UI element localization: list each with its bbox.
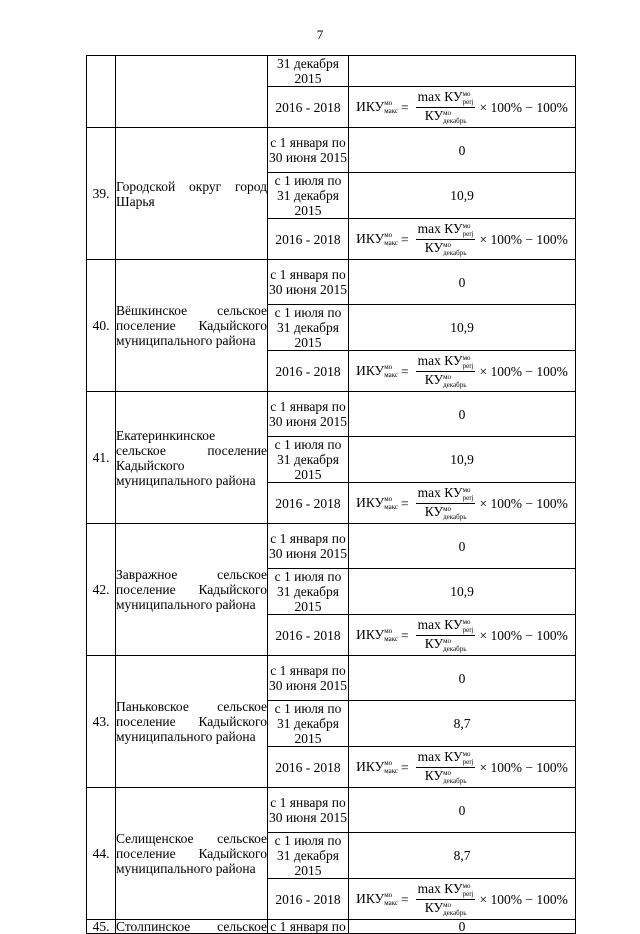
formula-lhs: ИКУ	[356, 230, 385, 246]
municipality-name-cell	[116, 56, 268, 128]
formula-num-sub: реrj	[462, 493, 474, 502]
row-number-cell: 44.	[87, 788, 116, 920]
municipality-name: Екатеринкинское сельское поселение Кадыйского муниципального района	[116, 427, 267, 488]
value-cell: 8,7	[349, 833, 576, 879]
formula-equals: =	[401, 627, 409, 643]
formula-lhs: ИКУ	[356, 494, 385, 510]
formula-den-sup: мо	[443, 636, 451, 645]
formula-lhs-sub: макс	[384, 371, 399, 380]
formula-num: max КУ	[417, 220, 463, 236]
formula-tail: × 100% − 100%	[479, 495, 568, 511]
value-cell: 0	[349, 260, 576, 305]
formula-numerator	[416, 354, 476, 372]
index-formula	[349, 222, 575, 257]
formula-num-sub: реrj	[462, 229, 474, 238]
formula-den-sub: декабрь	[443, 380, 467, 389]
municipality-name-cell	[116, 260, 268, 392]
formula-den-sup: мо	[443, 504, 451, 513]
index-formula	[349, 354, 575, 389]
formula-cell	[349, 747, 576, 788]
formula-lhs	[356, 231, 398, 248]
period-cell: с 1 июля по 31 декабря 2015	[268, 701, 349, 747]
formula-num: max КУ	[417, 880, 463, 896]
formula-cell	[349, 879, 576, 920]
table-row	[87, 392, 576, 437]
table-row	[87, 524, 576, 569]
value-cell	[349, 56, 576, 87]
formula-lhs: ИКУ	[356, 98, 385, 114]
formula-cell	[349, 615, 576, 656]
formula-den-sup: мо	[443, 108, 451, 117]
municipality-name-cell	[116, 524, 268, 656]
period-cell: с 1 января по 30 июня 2015	[268, 788, 349, 833]
formula-cell	[349, 351, 576, 392]
formula-den-sub: декабрь	[443, 512, 467, 521]
formula-numerator	[416, 90, 476, 108]
formula-numerator	[416, 882, 476, 900]
formula-den-sub: декабрь	[443, 248, 467, 257]
index-formula	[349, 750, 575, 785]
formula-den-sup: мо	[443, 372, 451, 381]
formula-num-sub: реrj	[462, 889, 474, 898]
row-number-cell: 40.	[87, 260, 116, 392]
row-number-cell: 42.	[87, 524, 116, 656]
formula-num-sup: мо	[462, 485, 471, 494]
formula-den: КУ	[424, 503, 444, 519]
formula-num-sub: реrj	[462, 97, 474, 106]
row-number-cell: 45.	[87, 920, 116, 934]
formula-denominator	[425, 240, 467, 257]
value-cell: 10,9	[349, 569, 576, 615]
period-cell: 2016 - 2018	[268, 87, 349, 128]
formula-lhs	[356, 627, 398, 644]
formula-lhs	[356, 99, 398, 116]
formula-num-sup: мо	[462, 221, 471, 230]
formula-num-sup: мо	[462, 353, 471, 362]
period-cell: с 1 июля по 31 декабря 2015	[268, 833, 349, 879]
formula-lhs-sup: мо	[384, 891, 393, 900]
tariff-table	[86, 55, 576, 934]
row-number-cell: 41.	[87, 392, 116, 524]
municipality-name: Вёшкинское сельское поселение Кадыйского муниципального района	[116, 303, 267, 348]
formula-tail: × 100% − 100%	[479, 759, 568, 775]
period-cell: 2016 - 2018	[268, 219, 349, 260]
formula-fraction	[416, 750, 476, 785]
period-cell: с 1 июля по 31 декабря 2015	[268, 305, 349, 351]
formula-denominator	[425, 768, 467, 785]
formula-fraction	[416, 618, 476, 653]
formula-denominator	[425, 504, 467, 521]
formula-den: КУ	[424, 767, 444, 783]
formula-equals: =	[401, 99, 409, 115]
formula-cell	[349, 219, 576, 260]
formula-lhs-sup: мо	[384, 363, 393, 372]
formula-tail: × 100% − 100%	[479, 891, 568, 907]
formula-tail: × 100% − 100%	[479, 99, 568, 115]
formula-equals: =	[401, 891, 409, 907]
value-cell: 10,9	[349, 173, 576, 219]
period-cell: 2016 - 2018	[268, 879, 349, 920]
formula-fraction	[416, 90, 476, 125]
municipality-name-cell	[116, 128, 268, 260]
value-cell: 10,9	[349, 305, 576, 351]
municipality-name: Столпинское сельское	[116, 919, 267, 934]
value-cell: 10,9	[349, 437, 576, 483]
period-cell: с 1 июля по 31 декабря 2015	[268, 173, 349, 219]
formula-den: КУ	[424, 635, 444, 651]
formula-lhs-sub: макс	[384, 635, 399, 644]
formula-lhs-sub: макс	[384, 503, 399, 512]
formula-num: max КУ	[417, 88, 463, 104]
formula-den-sub: декабрь	[443, 644, 467, 653]
formula-equals: =	[401, 231, 409, 247]
formula-fraction	[416, 354, 476, 389]
formula-denominator	[425, 108, 467, 125]
table-row	[87, 920, 576, 934]
table-row	[87, 788, 576, 833]
formula-fraction	[416, 222, 476, 257]
formula-den: КУ	[424, 107, 444, 123]
formula-den-sub: декабрь	[443, 116, 467, 125]
formula-lhs-sub: макс	[384, 107, 399, 116]
formula-num: max КУ	[417, 616, 463, 632]
formula-numerator	[416, 486, 476, 504]
period-cell: с 1 января по 30 июня 2015	[268, 260, 349, 305]
formula-lhs	[356, 495, 398, 512]
value-cell: 0	[349, 656, 576, 701]
municipality-name: Завражное сельское поселение Кадыйского муниципального района	[116, 567, 267, 612]
formula-num: max КУ	[417, 748, 463, 764]
period-cell: с 1 июля по 31 декабря 2015	[268, 569, 349, 615]
formula-cell	[349, 483, 576, 524]
formula-num-sub: реrj	[462, 361, 474, 370]
index-formula	[349, 486, 575, 521]
formula-denominator	[425, 372, 467, 389]
municipality-name-cell	[116, 656, 268, 788]
row-number-cell: 39.	[87, 128, 116, 260]
table-row	[87, 656, 576, 701]
value-cell: 0	[349, 128, 576, 173]
formula-lhs: ИКУ	[356, 758, 385, 774]
formula-lhs-sup: мо	[384, 99, 393, 108]
formula-tail: × 100% − 100%	[479, 231, 568, 247]
formula-numerator	[416, 222, 476, 240]
period-cell: с 1 июля по 31 декабря 2015	[268, 437, 349, 483]
formula-den: КУ	[424, 371, 444, 387]
formula-cell	[349, 87, 576, 128]
formula-den-sup: мо	[443, 240, 451, 249]
formula-den-sub: декабрь	[443, 908, 467, 917]
formula-lhs-sub: макс	[384, 239, 399, 248]
formula-lhs-sup: мо	[384, 627, 393, 636]
index-formula	[349, 90, 575, 125]
formula-lhs-sup: мо	[384, 495, 393, 504]
table-row	[87, 260, 576, 305]
formula-lhs-sup: мо	[384, 759, 393, 768]
formula-num-sup: мо	[462, 881, 471, 890]
formula-numerator	[416, 618, 476, 636]
formula-denominator	[425, 900, 467, 917]
municipality-name: Селищенское сельское поселение Кадыйского муниципального района	[116, 831, 267, 876]
table-row	[87, 128, 576, 173]
period-cell: с 1 января по 30 июня 2015	[268, 392, 349, 437]
formula-fraction	[416, 486, 476, 521]
formula-num: max КУ	[417, 352, 463, 368]
municipality-name: Паньковское сельское поселение Кадыйского муниципального района	[116, 699, 267, 744]
municipality-name-cell	[116, 392, 268, 524]
value-cell: 0	[349, 788, 576, 833]
value-cell: 8,7	[349, 701, 576, 747]
formula-den-sup: мо	[443, 768, 451, 777]
value-cell: 0	[349, 920, 576, 934]
formula-tail: × 100% − 100%	[479, 363, 568, 379]
formula-num-sup: мо	[462, 617, 471, 626]
municipality-name: Городской округ город Шарья	[116, 178, 267, 209]
formula-den-sub: декабрь	[443, 776, 467, 785]
formula-lhs: ИКУ	[356, 626, 385, 642]
period-cell: 2016 - 2018	[268, 747, 349, 788]
formula-equals: =	[401, 363, 409, 379]
formula-denominator	[425, 636, 467, 653]
formula-lhs-sub: макс	[384, 899, 399, 908]
period-cell: 2016 - 2018	[268, 615, 349, 656]
formula-lhs	[356, 363, 398, 380]
formula-fraction	[416, 882, 476, 917]
formula-lhs: ИКУ	[356, 362, 385, 378]
formula-num-sub: реrj	[462, 757, 474, 766]
row-number-cell	[87, 56, 116, 128]
formula-den: КУ	[424, 239, 444, 255]
formula-den: КУ	[424, 899, 444, 915]
formula-equals: =	[401, 759, 409, 775]
table-row	[87, 56, 576, 87]
formula-equals: =	[401, 495, 409, 511]
period-cell: 2016 - 2018	[268, 483, 349, 524]
municipality-name-cell	[116, 788, 268, 920]
formula-num: max КУ	[417, 484, 463, 500]
value-cell: 0	[349, 524, 576, 569]
formula-tail: × 100% − 100%	[479, 627, 568, 643]
value-cell: 0	[349, 392, 576, 437]
formula-lhs	[356, 759, 398, 776]
row-number-cell: 43.	[87, 656, 116, 788]
period-cell: с 1 января по	[268, 920, 349, 934]
formula-lhs-sub: макс	[384, 767, 399, 776]
tariff-table-body	[87, 56, 576, 934]
formula-lhs: ИКУ	[356, 890, 385, 906]
period-cell: 31 декабря 2015	[268, 56, 349, 87]
formula-num-sub: реrj	[462, 625, 474, 634]
period-cell: с 1 января по 30 июня 2015	[268, 656, 349, 701]
index-formula	[349, 882, 575, 917]
period-cell: 2016 - 2018	[268, 351, 349, 392]
formula-num-sup: мо	[462, 89, 471, 98]
index-formula	[349, 618, 575, 653]
formula-numerator	[416, 750, 476, 768]
formula-num-sup: мо	[462, 749, 471, 758]
period-cell: с 1 января по 30 июня 2015	[268, 524, 349, 569]
formula-den-sup: мо	[443, 900, 451, 909]
formula-lhs-sup: мо	[384, 231, 393, 240]
page-number: 7	[316, 27, 324, 42]
period-cell: с 1 января по 30 июня 2015	[268, 128, 349, 173]
municipality-name-cell	[116, 920, 268, 934]
